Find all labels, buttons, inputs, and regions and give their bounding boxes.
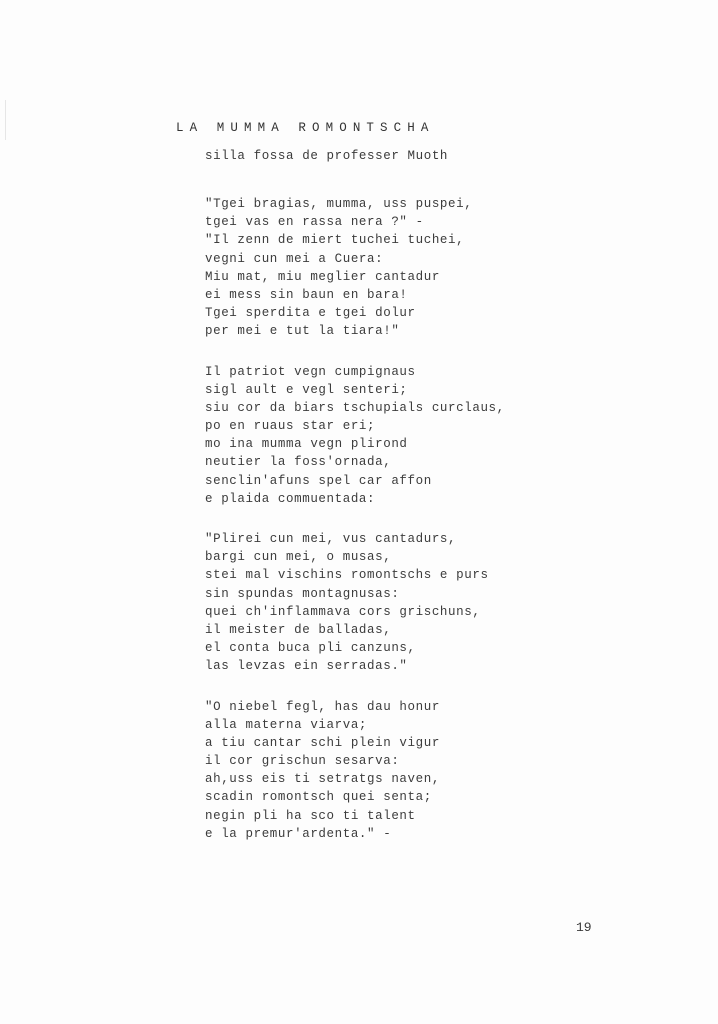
poem-line: senclin'afuns spel car affon	[205, 473, 432, 488]
poem-line: Tgei sperdita e tgei dolur	[205, 306, 416, 321]
poem-line: il meister de balladas,	[205, 622, 392, 637]
poem-line: quei ch'inflammava cors grischuns,	[205, 604, 481, 619]
poem-body	[205, 195, 625, 865]
poem-line: siu cor da biars tschupials curclaus,	[205, 400, 505, 415]
poem-line: Miu mat, miu meglier cantadur	[205, 269, 440, 284]
poem-line: negin pli ha sco ti talent	[205, 808, 416, 823]
poem-line: ah,uss eis ti setratgs naven,	[205, 772, 440, 787]
poem-line: a tiu cantar schi plein vigur	[205, 735, 440, 750]
stanza-3	[205, 530, 625, 676]
poem-line: las levzas ein serradas."	[205, 659, 408, 674]
poem-subtitle: silla fossa de professer Muoth	[205, 149, 449, 163]
poem-line: neutier la foss'ornada,	[205, 455, 392, 470]
poem-line: "O niebel fegl, has dau honur	[205, 699, 440, 714]
poem-line: mo ina mumma vegn plirond	[205, 437, 408, 452]
poem-line: ei mess sin baun en bara!	[205, 287, 408, 302]
poem-line: e la premur'ardenta." -	[205, 826, 392, 841]
poem-line: po en ruaus star eri;	[205, 419, 376, 434]
poem-line: "Il zenn de miert tuchei tuchei,	[205, 233, 465, 248]
poem-line: vegni cun mei a Cuera:	[205, 251, 384, 266]
poem-line: bargi cun mei, o musas,	[205, 550, 392, 565]
poem-line: "Tgei bragias, mumma, uss puspei,	[205, 197, 473, 211]
poem-line: il cor grischun sesarva:	[205, 754, 400, 769]
poem-line: tgei vas en rassa nera ?" -	[205, 215, 424, 230]
poem-line: stei mal vischins romontschs e purs	[205, 568, 489, 583]
stanza-1	[205, 195, 625, 341]
poem-line: alla materna viarva;	[205, 717, 368, 732]
poem-line: "Plirei cun mei, vus cantadurs,	[205, 532, 457, 546]
poem-line: e plaida commuentada:	[205, 491, 376, 506]
page-number: 19	[576, 920, 592, 935]
scan-margin-mark	[5, 100, 6, 140]
poem-line: sin spundas montagnusas:	[205, 586, 400, 601]
stanza-4	[205, 698, 625, 844]
stanza-2	[205, 363, 625, 509]
poem-line: el conta buca pli canzuns,	[205, 641, 416, 656]
poem-line: sigl ault e vegl senteri;	[205, 382, 408, 397]
poem-line: scadin romontsch quei senta;	[205, 790, 432, 805]
poem-title: LA MUMMA ROMONTSCHA	[176, 121, 435, 135]
poem-line: per mei e tut la tiara!"	[205, 324, 400, 339]
poem-line: Il patriot vegn cumpignaus	[205, 364, 416, 379]
